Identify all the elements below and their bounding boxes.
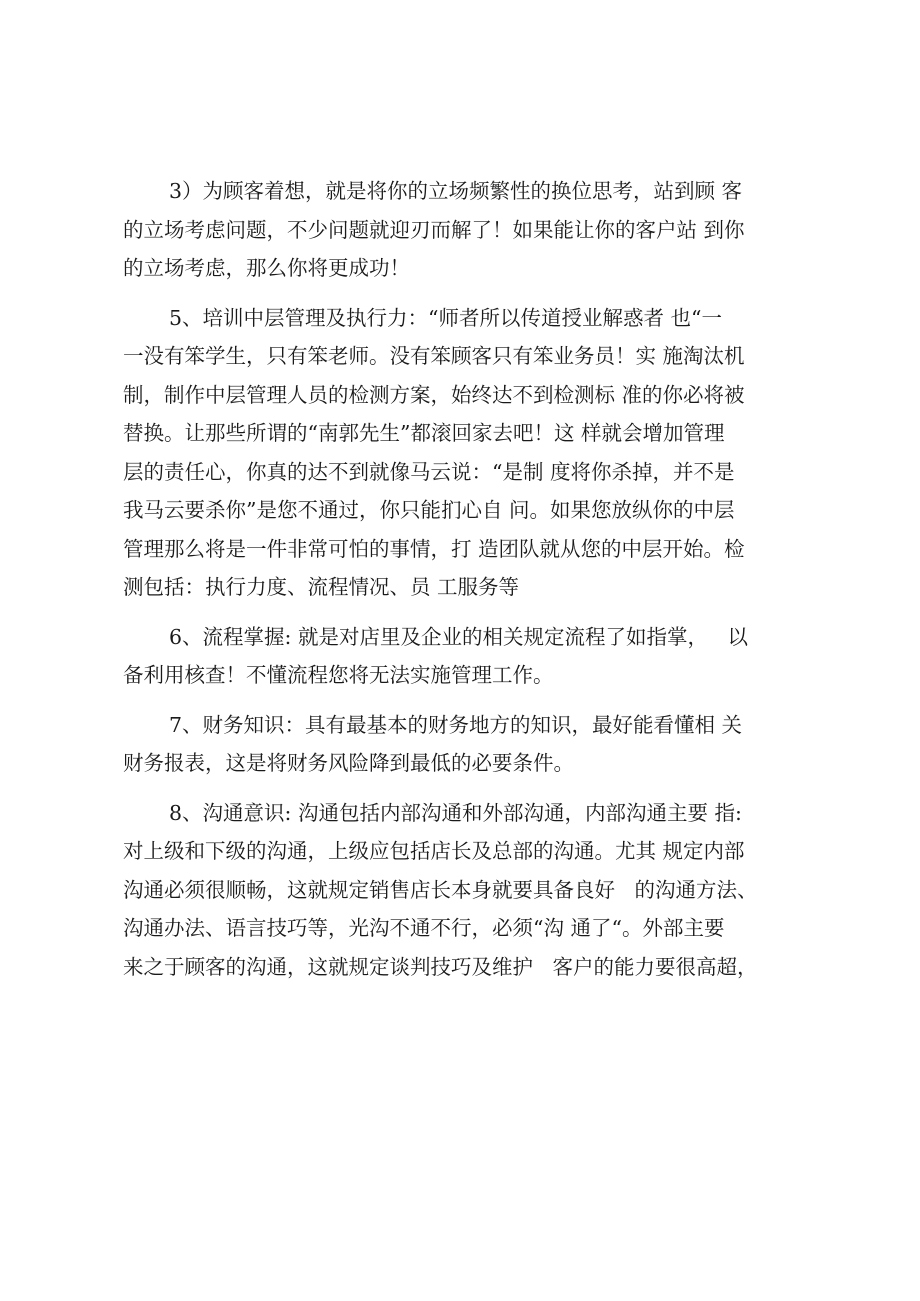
text-line: 制，制作中层管理人员的检测方案，始终达不到检测标 准的你必将被 — [123, 382, 745, 407]
text-line: 财务报表，这是将财务风险降到最低的必要条件。 — [123, 751, 574, 775]
paragraph-point-8 — [123, 794, 828, 987]
text-line: 7、财务知识：具有最基本的财务地方的知识，最好能看懂相 关 — [169, 712, 743, 737]
text-line: 测包括：执行力度、流程情况、员 工服务等 — [123, 575, 520, 599]
text-line: 备利用核查！不懂流程您将无法实施管理工作。 — [123, 663, 554, 687]
paragraph-point-5 — [123, 299, 828, 607]
text-line: 一没有笨学生，只有笨老师。没有笨顾客只有笨业务员！实 施淘汰机 — [123, 344, 745, 368]
paragraph-point-6 — [123, 618, 828, 695]
text-line: 我马云要杀你”是您不通过，你只能扪心自 问。如果您放纵你的中层 — [123, 498, 735, 522]
paragraph-point-3 — [123, 172, 828, 288]
text-line: 8、沟通意识: 沟通包括内部沟通和外部沟通，内部沟通主要 指: — [169, 800, 742, 825]
text-line: 对上级和下级的沟通，上级应包括店长及总部的沟通。尤其 规定内部 — [123, 839, 745, 863]
text-line: 5、培训中层管理及执行力：“师者所以传道授业解惑者 也“一 — [169, 305, 723, 330]
text-line: 沟通必须很顺畅，这就规定销售店长本身就要具备良好 的沟通方法、 — [123, 877, 758, 902]
text-line: 替换。让那些所谓的“南郭先生”都滚回家去吧！这 样就会增加管理 — [123, 421, 725, 445]
text-line: 的立场考虑问题，不少问题就迎刃而解了！如果能让你的客户站 到你 — [123, 217, 745, 242]
document-body — [123, 172, 828, 997]
text-line: 6、流程掌握: 就是对店里及企业的相关规定流程了如指掌， 以 — [169, 624, 749, 649]
text-line: 的立场考虑，那么你将更成功！ — [123, 256, 410, 280]
paragraph-point-7 — [123, 706, 828, 783]
text-line: 沟通办法、语言技巧等，光沟不通不行，必须“沟 通了“。外部主要 — [123, 916, 725, 940]
text-line: 3）为顾客着想，就是将你的立场频繁性的换位思考，站到顾 客 — [169, 179, 743, 203]
text-line: 管理那么将是一件非常可怕的事情，打 造团队就从您的中层开始。检 — [123, 536, 745, 561]
text-line: 来之于顾客的沟通，这就规定谈判技巧及维护 客户的能力要很高超， — [123, 954, 758, 979]
text-line: 层的责任心，你真的达不到就像马云说：“是制 度将你杀掉，并不是 — [123, 459, 735, 484]
